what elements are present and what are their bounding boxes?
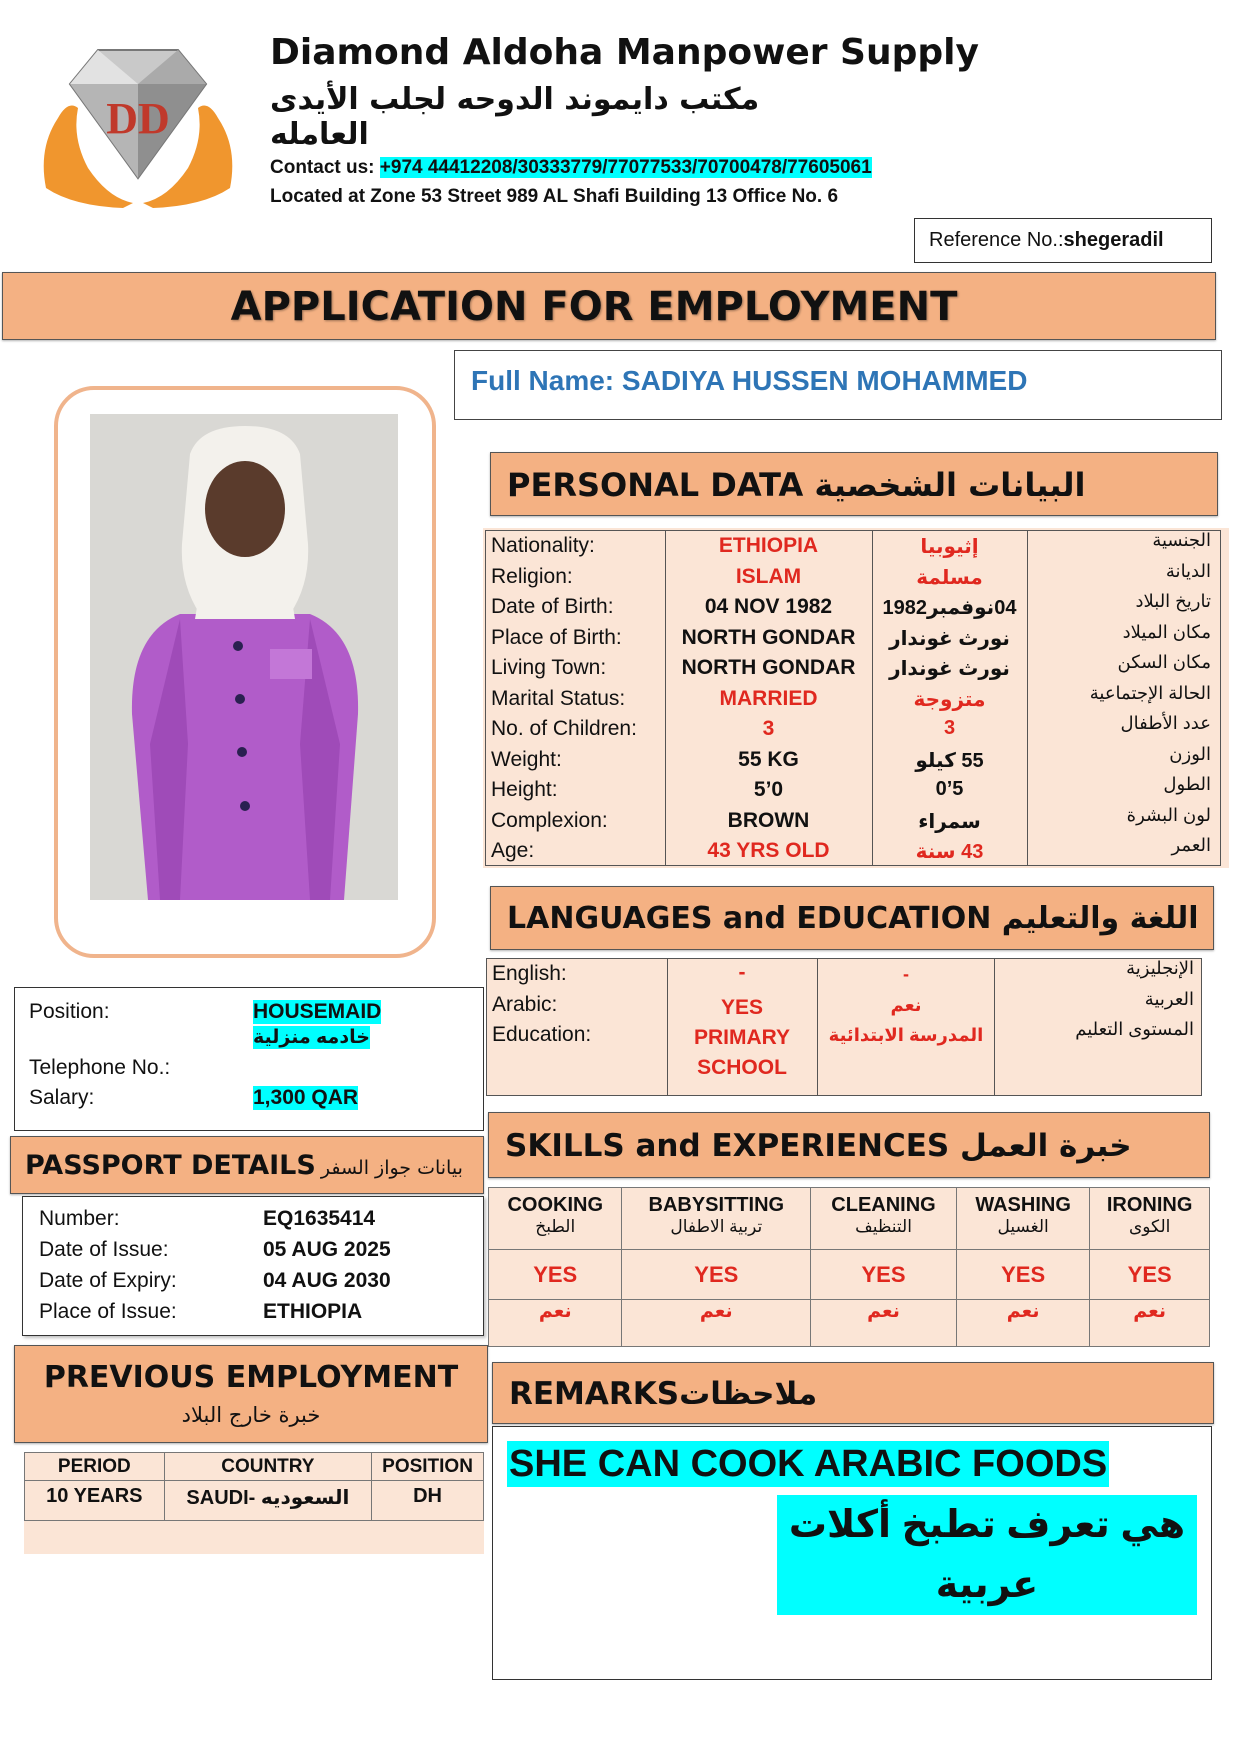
skills-yes-row	[489, 1250, 1210, 1300]
passport-label: Number:	[39, 1207, 120, 1230]
personal-label: Living Town:	[491, 656, 607, 679]
previous-heading-en: PREVIOUS EMPLOYMENT	[43, 1360, 459, 1395]
skill-yes-ar: نعم	[956, 1300, 1089, 1347]
personal-value: 3	[762, 717, 775, 740]
previous-employment-table	[24, 1452, 484, 1521]
passport-value: 05 AUG 2025	[263, 1238, 391, 1261]
personal-label: Nationality:	[491, 534, 595, 557]
skill-name: COOKING	[507, 1194, 603, 1216]
company-name-ar: مكتب دايموند الدوحه لجلب الأيدى العامله	[270, 82, 760, 152]
personal-label: No. of Children:	[491, 717, 637, 740]
skill-yes: YES	[1090, 1250, 1210, 1300]
remarks-line-en: SHE CAN COOK ARABIC FOODS	[509, 1443, 1108, 1485]
personal-col-divider-3	[1027, 530, 1028, 866]
passport-row	[39, 1296, 391, 1327]
personal-value: 04 NOV 1982	[704, 595, 833, 618]
skill-yes: YES	[622, 1250, 811, 1300]
personal-value: 5’0	[753, 778, 784, 801]
skills-heading-ar: خبرة العمل	[960, 1128, 1132, 1164]
remarks-heading-ar: ملاحظات	[679, 1376, 818, 1412]
personal-value: MARRIED	[719, 686, 818, 710]
remarks-box	[492, 1426, 1212, 1680]
language-label-ar: المستوى التعليم	[1075, 1019, 1194, 1039]
skill-name-ar: الطبخ	[535, 1217, 576, 1236]
language-value: YES	[720, 995, 764, 1019]
passport-label: Place of Issue:	[39, 1300, 177, 1323]
languages-heading-en: LANGUAGES and EDUCATION	[507, 901, 992, 936]
languages-header	[490, 886, 1214, 950]
personal-value: 55 KG	[738, 747, 799, 771]
skill-yes: YES	[811, 1250, 957, 1300]
skill-yes-ar: نعم	[811, 1300, 957, 1347]
skill-yes-ar: نعم	[489, 1300, 622, 1347]
skill-name-ar: تربية الاطفال	[670, 1217, 763, 1236]
reference-box	[914, 218, 1212, 263]
skill-yes: YES	[956, 1250, 1089, 1300]
page-title: APPLICATION FOR EMPLOYMENT	[230, 284, 958, 330]
previous-header-cell: PERIOD	[25, 1453, 165, 1481]
language-value-ar: نعم	[890, 994, 922, 1015]
previous-row	[25, 1481, 484, 1521]
language-label: Education:	[492, 1023, 592, 1046]
passport-row	[39, 1265, 391, 1296]
passport-box	[22, 1196, 484, 1336]
personal-label: Weight:	[491, 747, 562, 771]
personal-label: Marital Status:	[491, 686, 626, 710]
skill-name-ar: الكوى	[1128, 1217, 1171, 1236]
personal-value-ar: نورث غوندار	[889, 658, 1010, 680]
language-label: Arabic:	[492, 992, 558, 1016]
previous-position: DH	[372, 1481, 484, 1521]
position-value-ar: خادمه منزلية	[253, 1027, 370, 1048]
personal-value-ar: 5’0	[935, 778, 964, 800]
skill-name-cell	[1090, 1188, 1210, 1250]
salary-value: 1,300 QAR	[253, 1086, 359, 1109]
skill-name-ar: الغسيل	[997, 1217, 1049, 1236]
skill-name-cell	[811, 1188, 957, 1250]
personal-label: Date of Birth:	[491, 595, 614, 618]
language-label-ar: الإنجليزية	[1126, 958, 1194, 978]
language-value-ar: -	[903, 964, 909, 984]
passport-row	[39, 1234, 391, 1265]
personal-value-ar: نورث غوندار	[889, 627, 1010, 650]
personal-value-ar: 55 كيلو	[915, 749, 984, 772]
previous-period: 10 YEARS	[25, 1481, 165, 1521]
previous-employment-header	[14, 1345, 488, 1443]
passport-value: ETHIOPIA	[263, 1300, 363, 1323]
applicant-photo	[90, 414, 398, 900]
personal-label-ar: الديانة	[1165, 560, 1211, 581]
skills-heading-en: SKILLS and EXPERIENCES	[505, 1128, 950, 1164]
skill-name: IRONING	[1106, 1194, 1193, 1216]
previous-header-cell: POSITION	[372, 1453, 484, 1481]
remarks-heading-en: REMARKS	[509, 1376, 680, 1412]
applicant-figure	[90, 414, 398, 900]
company-logo	[28, 38, 248, 213]
reference-value: shegeradil	[1063, 229, 1164, 251]
personal-value: NORTH GONDAR	[681, 656, 856, 679]
personal-label-ar: العمر	[1171, 835, 1211, 855]
passport-heading-ar: بيانات جواز السفر	[320, 1157, 463, 1179]
passport-value: EQ1635414	[263, 1207, 376, 1230]
personal-label-ar: الوزن	[1169, 743, 1211, 764]
personal-data-header	[490, 452, 1218, 516]
full-name-value: SADIYA HUSSEN MOHAMMED	[621, 365, 1028, 396]
personal-value: ISLAM	[735, 564, 802, 588]
lang-col-divider-3	[994, 958, 995, 1096]
passport-rows	[39, 1203, 391, 1327]
language-label: English:	[492, 962, 567, 985]
personal-value-ar: 3	[943, 717, 956, 739]
company-name-en: Diamond Aldoha Manpower Supply	[270, 32, 979, 73]
languages-heading-ar: اللغة والتعليم	[1001, 901, 1199, 936]
contact-line	[270, 157, 872, 179]
personal-label: Religion:	[491, 564, 573, 588]
skill-yes-ar: نعم	[622, 1300, 811, 1347]
personal-label-ar: مكان الميلاد	[1122, 621, 1211, 642]
personal-value: NORTH GONDAR	[681, 625, 856, 649]
remarks-header	[492, 1362, 1214, 1424]
telephone-label: Telephone No.:	[29, 1056, 171, 1079]
personal-value-ar: سمراء	[918, 810, 981, 833]
personal-value: BROWN	[727, 808, 810, 832]
skill-name: BABYSITTING	[648, 1194, 785, 1216]
skill-name: WASHING	[975, 1194, 1071, 1216]
personal-label-ar: مكان السكن	[1117, 652, 1211, 672]
personal-label-ar: الجنسية	[1152, 530, 1211, 550]
personal-label: Height:	[491, 778, 558, 801]
personal-value-ar: 43 سنة	[915, 841, 984, 863]
previous-table-wrap	[24, 1452, 484, 1554]
contact-phones: +974 44412208/30333779/77077533/70700478/77605061	[379, 157, 872, 178]
passport-label: Date of Expiry:	[39, 1269, 177, 1292]
title-bar	[2, 272, 1216, 340]
skill-yes: YES	[489, 1250, 622, 1300]
personal-value-ar: إثيوبيا	[920, 536, 979, 558]
skill-name-cell	[489, 1188, 622, 1250]
personal-label: Complexion:	[491, 808, 608, 832]
previous-header-cell: COUNTRY	[164, 1453, 371, 1481]
passport-header	[10, 1136, 484, 1194]
personal-value-ar: مسلمة	[916, 566, 983, 589]
passport-row	[39, 1203, 391, 1234]
personal-value: ETHIOPIA	[718, 534, 819, 557]
passport-label: Date of Issue:	[39, 1238, 169, 1261]
reference-label: Reference No.:	[929, 229, 1064, 251]
personal-value-ar: 04نوفمبر1982	[882, 597, 1017, 619]
personal-label: Place of Birth:	[491, 625, 622, 649]
personal-label: Age:	[491, 839, 535, 862]
personal-value: 43 YRS OLD	[707, 839, 830, 862]
language-value-ar: المدرسة الابتدائية	[828, 1025, 984, 1045]
personal-label-ar: تاريخ البلاد	[1135, 591, 1211, 611]
skill-name: CLEANING	[831, 1194, 936, 1216]
skill-name-ar: التنظيف	[855, 1217, 912, 1236]
personal-heading-ar: البيانات الشخصية	[814, 466, 1086, 504]
position-box	[14, 987, 484, 1131]
position-label: Position:	[29, 1000, 110, 1023]
previous-header-row	[25, 1453, 484, 1481]
passport-heading-en: PASSPORT DETAILS	[25, 1150, 316, 1181]
full-name-box	[454, 350, 1222, 420]
personal-label-ar: لون البشرة	[1126, 804, 1211, 825]
personal-label-ar: الحالة الإجتماعية	[1089, 682, 1211, 703]
skill-name-cell	[956, 1188, 1089, 1250]
passport-value: 04 AUG 2030	[263, 1269, 391, 1292]
skills-header	[488, 1112, 1210, 1178]
salary-label: Salary:	[29, 1086, 95, 1109]
language-label-ar: العربية	[1144, 988, 1194, 1009]
logo-letters: DD	[106, 94, 170, 143]
skills-table	[488, 1187, 1210, 1347]
remarks-line-ar: هي تعرف تطبخ أكلات عربية	[777, 1495, 1197, 1615]
address-line: Located at Zone 53 Street 989 AL Shafi Building 13 Office No. 6	[270, 186, 839, 207]
language-value: -	[738, 961, 746, 984]
skills-yes-ar-row	[489, 1300, 1210, 1347]
language-value: PRIMARY SCHOOL	[693, 1026, 791, 1079]
personal-label-ar: الطول	[1163, 774, 1211, 794]
personal-heading-en: PERSONAL DATA	[507, 466, 804, 504]
personal-value-ar: متزوجة	[913, 688, 986, 711]
position-value: HOUSEMAID	[253, 1000, 382, 1023]
skills-table-wrap	[488, 1187, 1210, 1347]
personal-label-ar: عدد الأطفال	[1120, 713, 1211, 733]
skill-yes-ar: نعم	[1090, 1300, 1210, 1347]
contact-label: Contact us:	[270, 157, 375, 178]
previous-heading-ar: خبرة خارج البلاد	[181, 1403, 321, 1427]
skills-name-row	[489, 1188, 1210, 1250]
previous-country: SAUDI- السعوديه	[164, 1481, 371, 1521]
skill-name-cell	[622, 1188, 811, 1250]
diamond-hands-logo	[28, 38, 248, 213]
full-name-label: Full Name:	[471, 365, 615, 396]
